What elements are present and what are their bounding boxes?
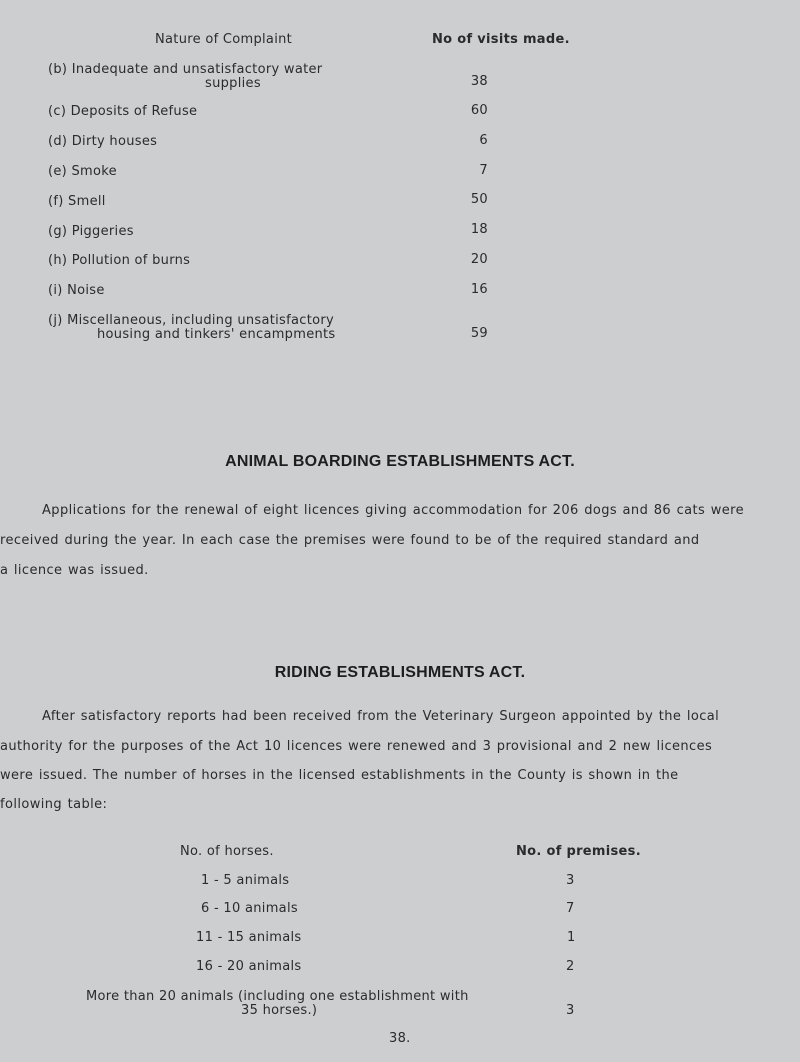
riding-line-2: authority for the purposes of the Act 10 licences were renewed and 3 provisional and 2 new licences [0,739,713,754]
horses-row-1-range: 1 - 5 animals [201,873,290,888]
horses-row-2-range: 6 - 10 animals [201,901,298,916]
complaint-h-label: (h) Pollution of burns [48,253,191,268]
riding-line-3: were issued. The number of horses in the licensed establishments in the County is shown in the [0,768,679,783]
complaint-f-value: 50 [470,192,488,207]
animal-boarding-heading: ANIMAL BOARDING ESTABLISHMENTS ACT. [225,453,575,470]
page-number: 38. [389,1031,411,1046]
complaint-j-label: (j) Miscellaneous, including unsatisfactory [48,313,335,328]
complaint-g-label: (g) Piggeries [48,224,134,239]
horses-row-3-range: 11 - 15 animals [196,930,302,945]
complaint-j-label-cont: housing and tinkers' encampments [97,327,336,342]
horses-row-2-count: 7 [566,901,575,916]
animal-boarding-line-3: a licence was issued. [0,563,149,578]
animal-boarding-line-1: Applications for the renewal of eight licences giving accommodation for 206 dogs and 86 cats were [42,503,745,518]
horses-row-5-count: 3 [566,1003,575,1018]
horses-row-1-count: 3 [566,873,575,888]
animal-boarding-line-2: received during the year. In each case the premises were found to be of the required standard and [0,533,700,548]
complaint-c-label: (c) Deposits of Refuse [48,104,198,119]
complaint-g-value: 18 [470,222,488,237]
horses-row-5-label-cont: 35 horses.) [241,1003,318,1018]
complaint-i-value: 16 [470,282,488,297]
horses-row-5-label: More than 20 animals (including one establishment with [86,989,469,1004]
premises-col-header: No. of premises. [516,844,641,859]
header-visits-made: No of visits made. [432,32,570,47]
complaint-d-label: (d) Dirty houses [48,134,158,149]
complaint-e-value: 7 [479,163,488,178]
riding-line-4: following table: [0,797,108,812]
complaint-b-label: (b) Inadequate and unsatisfactory water [48,62,323,77]
complaint-d-value: 6 [479,133,488,148]
complaint-j-value: 59 [470,326,488,341]
horses-row-4-count: 2 [566,959,575,974]
header-nature-of-complaint: Nature of Complaint [155,32,293,47]
horses-row-3-count: 1 [567,930,576,945]
complaint-b-label-cont: supplies [205,76,261,91]
complaint-b-value: 38 [470,74,488,89]
riding-line-1: After satisfactory reports had been received from the Veterinary Surgeon appointed by the local [42,709,720,724]
horses-row-4-range: 16 - 20 animals [196,959,302,974]
complaint-f-label: (f) Smell [48,194,106,209]
complaint-c-value: 60 [470,103,488,118]
complaint-e-label: (e) Smoke [48,164,117,179]
complaint-i-label: (i) Noise [48,283,105,298]
horses-col-header: No. of horses. [180,844,274,859]
riding-heading: RIDING ESTABLISHMENTS ACT. [274,664,526,681]
complaint-h-value: 20 [470,252,488,267]
